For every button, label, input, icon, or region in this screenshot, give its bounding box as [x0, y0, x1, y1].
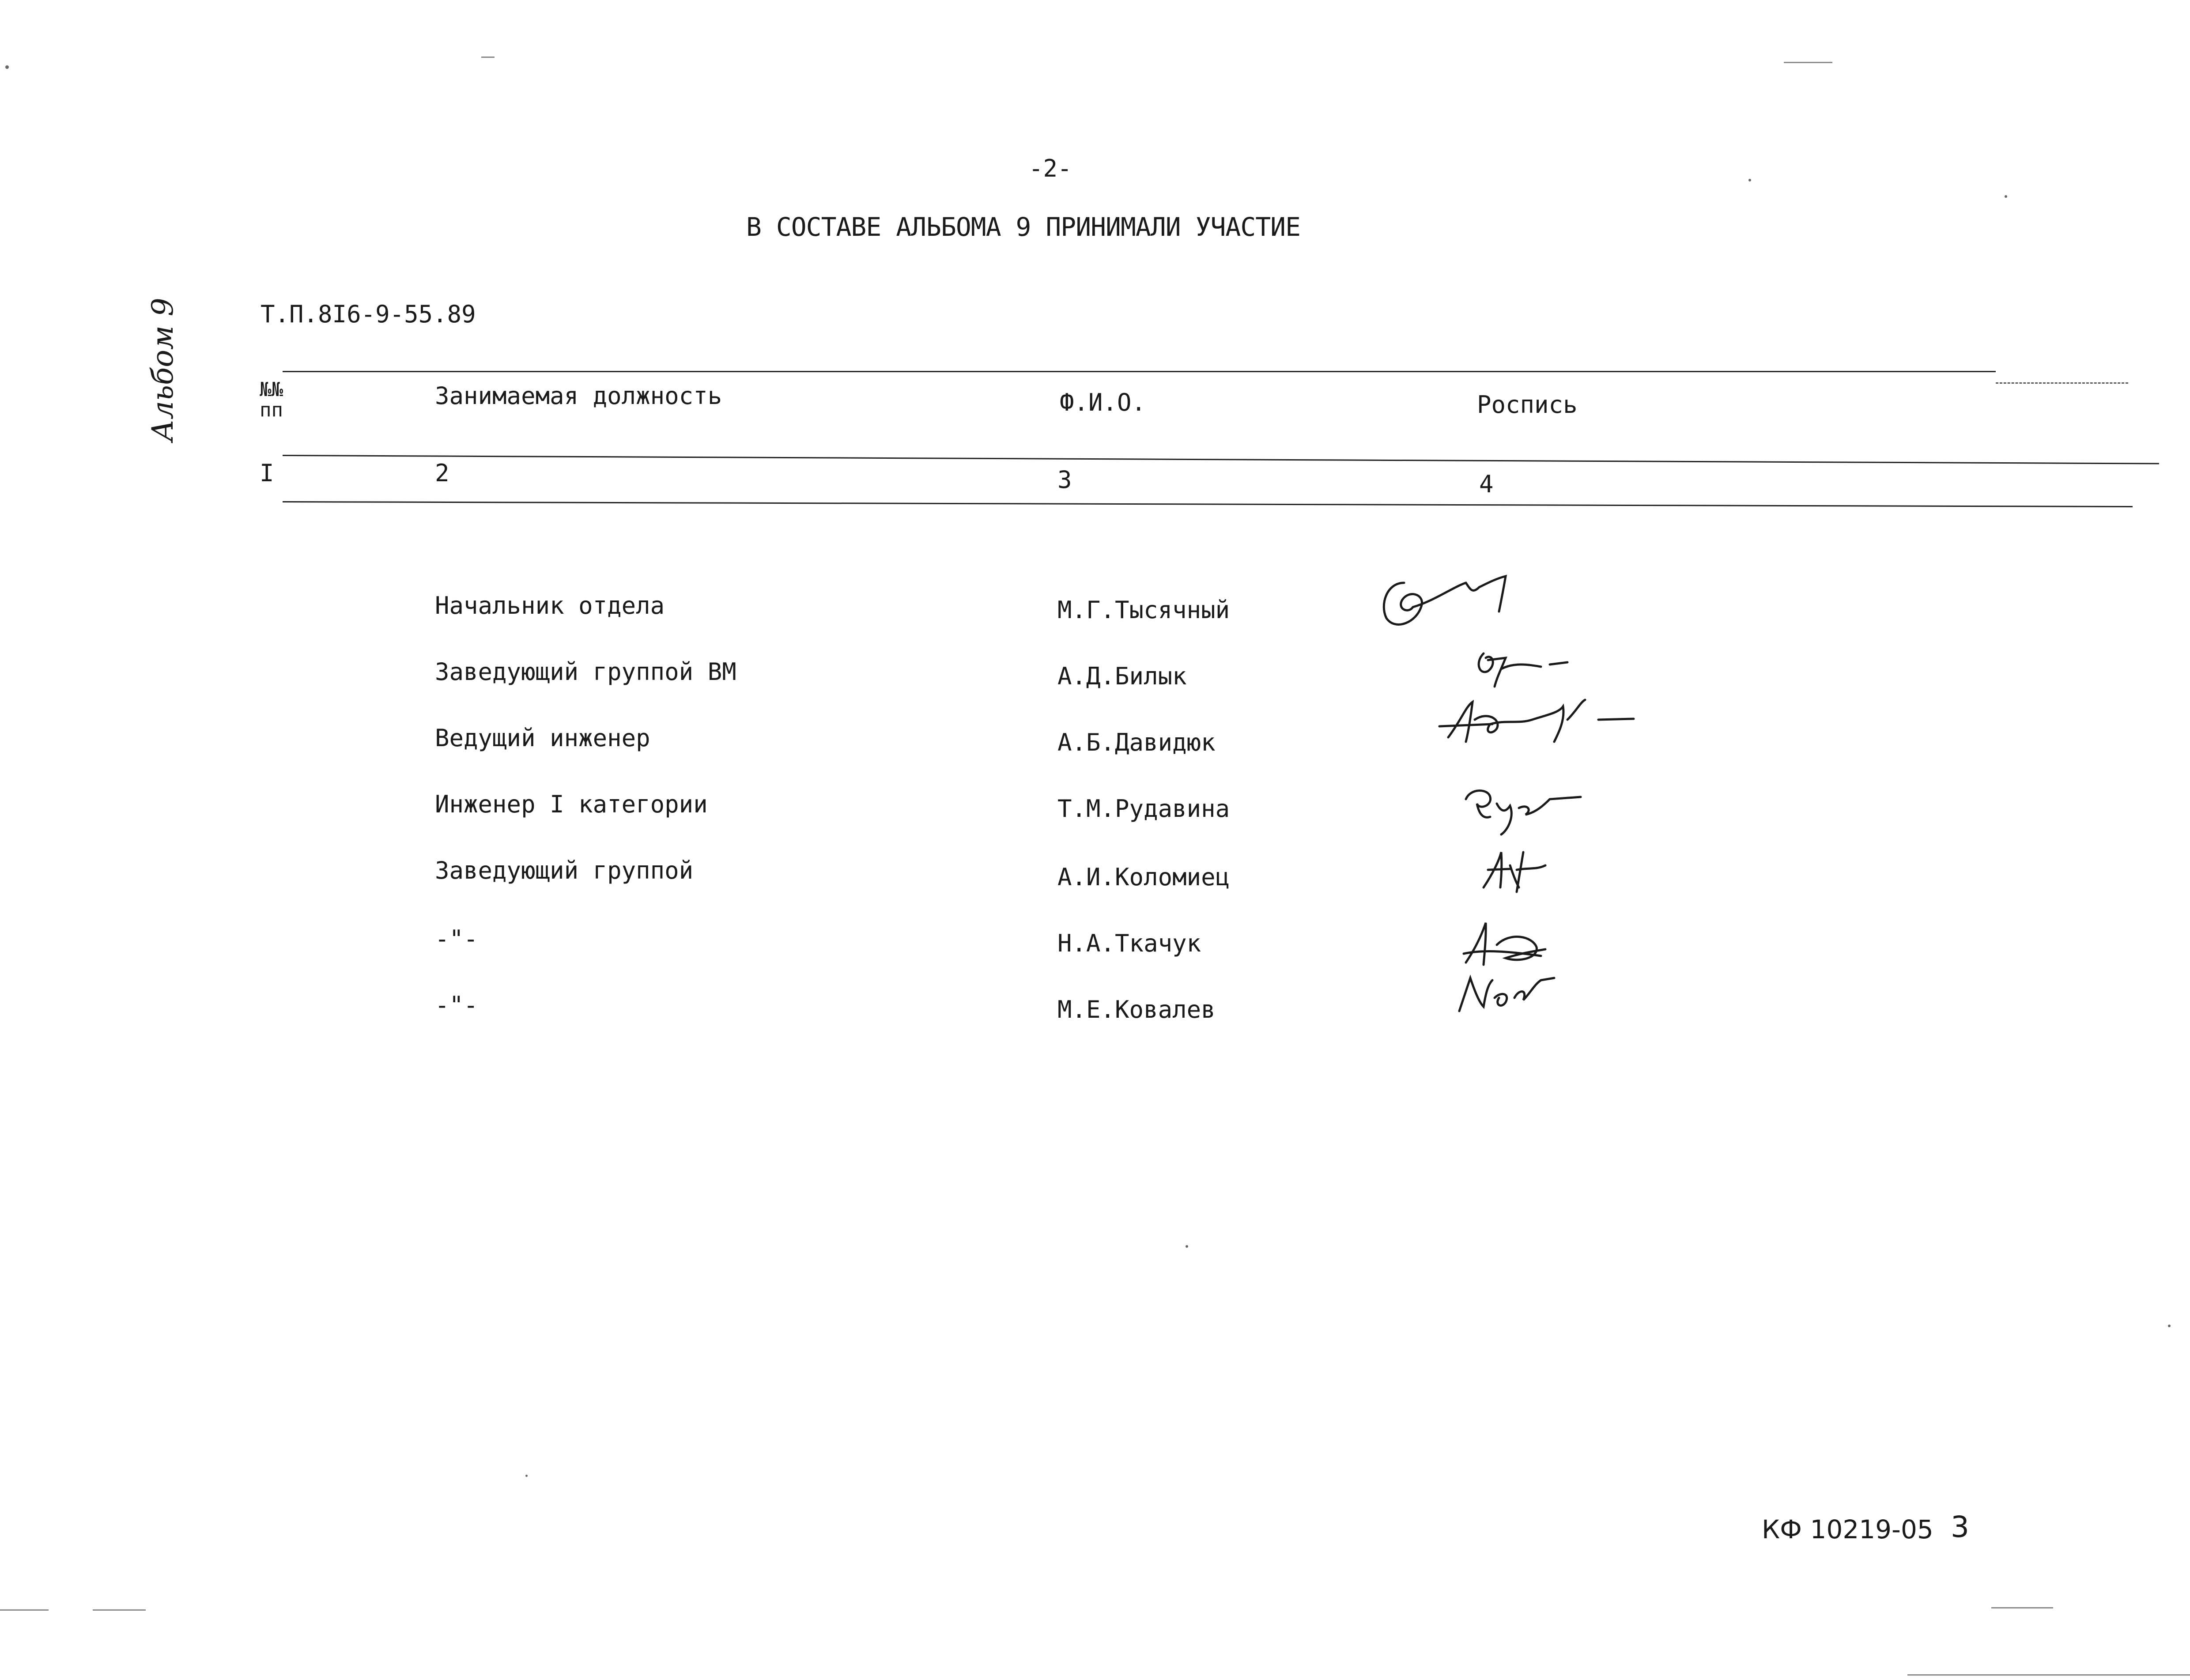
scan-speck	[2168, 1325, 2171, 1327]
scan-speck	[5, 65, 9, 69]
column-number-2: 2	[435, 459, 449, 487]
column-number-3: 3	[1057, 466, 1072, 494]
footer-sheet-number: 3	[1951, 1510, 1969, 1544]
table-row-5-position: Заведующий группой	[435, 857, 694, 884]
header-number-line2: пп	[260, 399, 283, 421]
table-row-4-position: Инженер I категории	[435, 790, 708, 818]
table-row-4-name: Т.М.Рудавина	[1057, 795, 1230, 823]
header-number-line1: №№	[260, 378, 283, 401]
scan-mark-bottom-right-2	[1907, 1674, 2190, 1676]
table-row-3-position: Ведущий инженер	[435, 724, 650, 752]
signature-row-6	[1457, 914, 1572, 971]
table-header-rule	[283, 455, 2159, 464]
signature-row-3	[1431, 693, 1642, 751]
signature-row-1	[1378, 570, 1554, 636]
table-row-6-name: Н.А.Ткачук	[1057, 929, 1201, 957]
document-code: Т.П.8I6-9-55.89	[261, 300, 476, 328]
table-row-6-position: -"-	[435, 925, 478, 953]
page-number: -2-	[1029, 155, 1072, 182]
footer-document-code: КФ 10219-05	[1762, 1514, 1933, 1544]
table-row-2-position: Заведующий группой ВМ	[435, 658, 736, 686]
scan-speck	[2005, 195, 2007, 198]
table-top-rule	[283, 371, 1996, 372]
scan-speck	[1748, 179, 1751, 181]
header-number	[260, 380, 283, 420]
scan-mark-top-center	[481, 57, 495, 58]
album-side-label	[146, 298, 180, 442]
signature-row-4	[1457, 781, 1590, 839]
scan-mark-top-right	[1784, 62, 1832, 63]
signature-row-7	[1453, 967, 1567, 1020]
table-row-7-name: М.Е.Ковалев	[1057, 996, 1216, 1023]
table-top-rule-extension	[1996, 382, 2128, 384]
table-row-1-name: М.Г.Тысячный	[1057, 596, 1230, 624]
scan-speck	[1186, 1245, 1188, 1248]
signature-row-2	[1470, 645, 1585, 693]
scan-mark-bottom-left-2	[93, 1609, 146, 1611]
header-signature: Роспись	[1477, 391, 1578, 419]
document-title: В СОСТАВЕ АЛЬБОМА 9 ПРИНИМАЛИ УЧАСТИЕ	[746, 212, 1301, 242]
table-row-2-name: А.Д.Билык	[1057, 662, 1187, 690]
album-side-label-text: Альбом 9	[146, 298, 180, 442]
column-number-4: 4	[1479, 470, 1494, 498]
signature-row-5	[1475, 839, 1563, 896]
table-numbers-rule	[283, 501, 2133, 507]
table-row-5-name: А.И.Коломиец	[1057, 863, 1230, 891]
column-number-1: I	[260, 459, 274, 487]
table-row-3-name: А.Б.Давидюк	[1057, 729, 1216, 756]
table-row-1-position: Начальник отдела	[435, 592, 665, 619]
scan-speck	[525, 1475, 528, 1477]
scan-mark-bottom-left-1	[0, 1609, 49, 1611]
header-position: Занимаемая должность	[435, 382, 722, 410]
table-row-7-position: -"-	[435, 991, 478, 1019]
scan-mark-bottom-right-1	[1991, 1607, 2053, 1608]
header-name: Ф.И.О.	[1060, 389, 1146, 416]
